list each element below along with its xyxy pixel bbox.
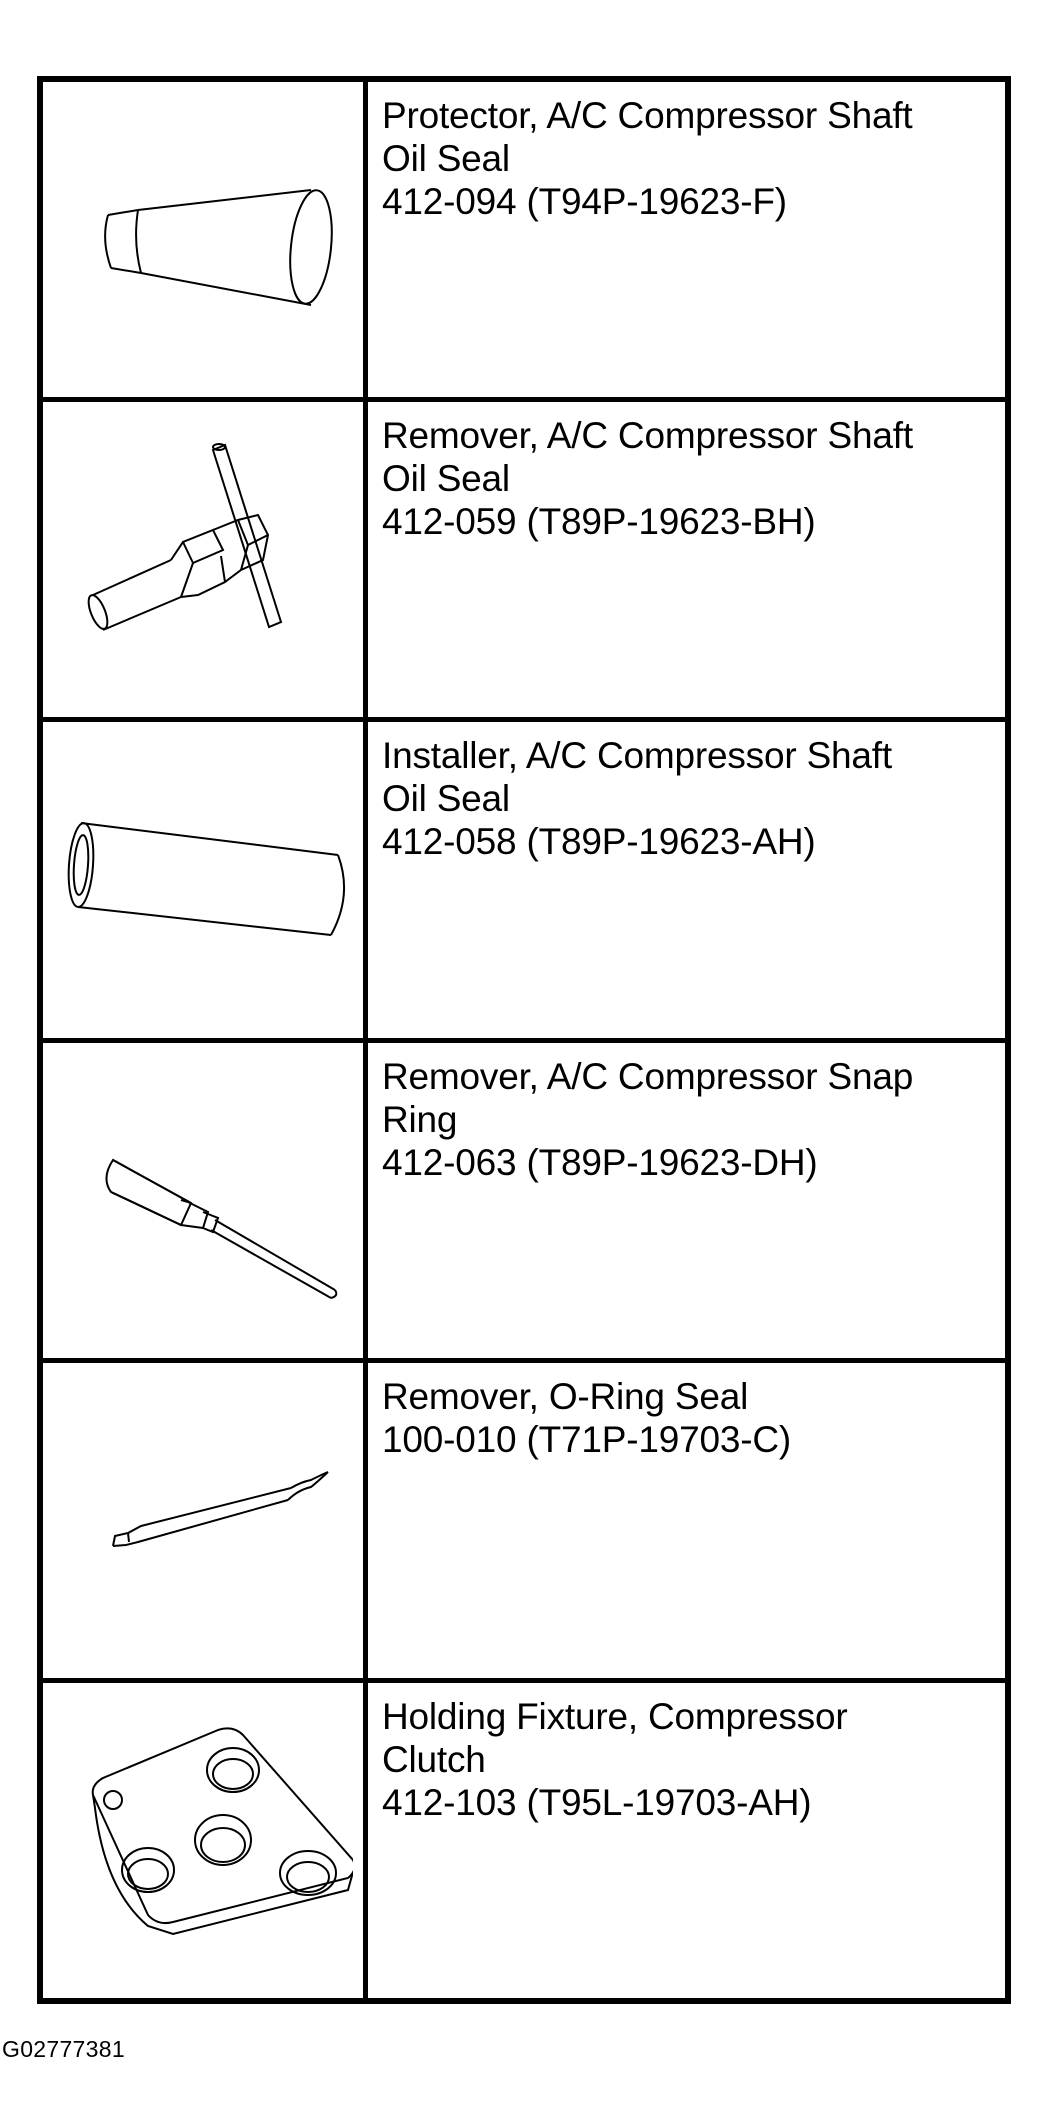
tool-description (368, 1683, 1005, 1998)
tool-name-continued: Ring (382, 1098, 458, 1140)
tool-image-cell (43, 402, 368, 717)
tool-part-number: 412-103 (T95L-19703-AH) (382, 1781, 812, 1823)
tool-name-continued: Oil Seal (382, 778, 510, 820)
tool-image-cell (43, 82, 368, 397)
tool-name: Protector, A/C Compressor Shaft (382, 95, 913, 136)
tool-part-number: 412-059 (T89P-19623-BH) (382, 501, 816, 543)
tool-description (368, 402, 1005, 717)
tool-name: Installer, A/C Compressor Shaft (382, 735, 892, 777)
tool-name: Holding Fixture, Compressor (382, 1695, 848, 1737)
figure-id: G02777381 (2, 2036, 125, 2062)
shaft-seal-protector-icon (53, 90, 353, 390)
tool-row (43, 1038, 1005, 1358)
tool-part-number: 100-010 (T71P-19703-C) (382, 1418, 791, 1460)
tool-image-cell (43, 1363, 368, 1678)
tool-row (43, 397, 1005, 717)
tool-name-continued: Oil Seal (382, 138, 510, 179)
tool-description (368, 1043, 1005, 1358)
o-ring-remover-icon (53, 1370, 353, 1670)
special-tools-table (37, 76, 1011, 2004)
tool-image-cell (43, 1683, 368, 1998)
tool-image-cell (43, 722, 368, 1037)
tool-name: Remover, A/C Compressor Shaft (382, 415, 913, 457)
tool-part-number: 412-058 (T89P-19623-AH) (382, 821, 816, 863)
tool-name: Remover, O-Ring Seal (382, 1375, 749, 1417)
shaft-seal-remover-icon (53, 410, 353, 710)
tool-row (43, 1358, 1005, 1678)
tool-row (43, 82, 1005, 397)
tool-part-number: 412-063 (T89P-19623-DH) (382, 1141, 818, 1183)
holding-fixture-icon (53, 1690, 353, 1990)
tool-name-continued: Clutch (382, 1738, 486, 1780)
tool-row (43, 1678, 1005, 1998)
shaft-seal-installer-icon (53, 730, 353, 1030)
tool-image-cell (43, 1043, 368, 1358)
tool-name: Remover, A/C Compressor Snap (382, 1055, 914, 1097)
tool-row (43, 717, 1005, 1037)
tool-description (368, 82, 1005, 397)
snap-ring-remover-icon (53, 1050, 353, 1350)
tool-part-number: 412-094 (T94P-19623-F) (382, 181, 787, 222)
tool-name-continued: Oil Seal (382, 458, 510, 500)
tool-description (368, 1363, 1005, 1678)
tool-description (368, 722, 1005, 1037)
